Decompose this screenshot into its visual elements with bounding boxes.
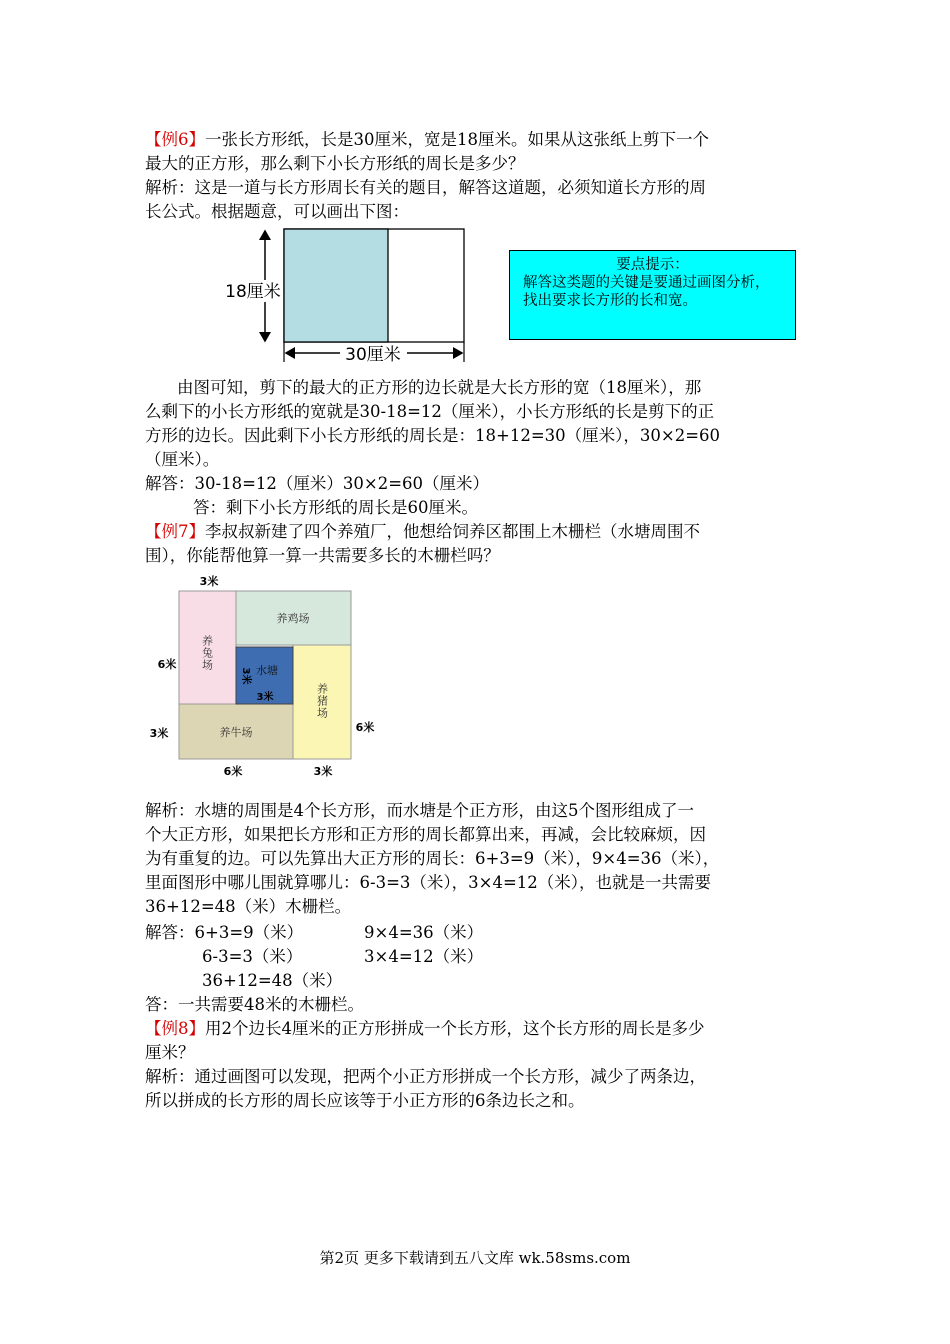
example6-solution: 解答：30-18=12（厘米）30×2=60（厘米） [145,474,490,493]
example6-answer: 答：剩下小长方形纸的周长是60厘米。 [193,498,478,517]
hint-title: 要点提示： [616,257,689,273]
example6-para-line1: 由图可知，剪下的最大的正方形的边长就是大长方形的宽（18厘米），那 [177,378,702,397]
example8-analysis-line2: 所以拼成的长方形的周长应该等于小正方形的6条边长之和。 [145,1091,585,1110]
example7-solution-2a: 6-3=3（米） [202,947,303,966]
pond-bottom-label: 3米 [256,692,274,703]
example7-analysis-line2: 个大正方形，如果把长方形和正方形的周长都算出来，再减，会比较麻烦，因 [145,825,706,844]
pond-label: 水塘 [256,664,278,677]
example7-analysis-line1: 解析：水塘的周围是4个长方形，而水塘是个正方形，由这5个图形组成了一 [145,801,694,820]
width-label: 18厘米 [225,282,281,302]
left-upper-label: 6米 [157,658,177,671]
example7-analysis-line5: 36+12=48（米）木栅栏。 [145,897,352,916]
chicken-farm-label: 养鸡场 [276,612,310,625]
rabbit-farm-label: 养兔场 [200,635,214,671]
page-footer: 第2页 更多下载请到五八文库 wk.58sms.com [319,1249,631,1267]
example6-para-line3: 方形的边长。因此剩下小长方形纸的周长是：18+12=30（厘米），30×2=60 [145,426,721,445]
example8-question-line2: 厘米？ [145,1043,195,1062]
example7-question-line2: 围），你能帮他算一算一共需要多长的木栅栏吗？ [145,546,500,565]
cut-square [284,229,388,342]
farm-diagram [145,570,385,785]
rectangle-diagram [215,220,475,370]
example7-solution-1a: 解答：6+3=9（米） [145,923,304,942]
example8-tag: 【例8】 [145,1019,205,1038]
pond-side-label: 3米 [240,667,251,685]
example7-solution-1b: 9×4=36（米） [364,923,484,942]
pig-farm-label: 养猪场 [315,683,329,719]
key-point-hint-box [509,250,796,340]
right-length-label: 6米 [355,721,375,734]
left-lower-label: 3米 [149,727,169,740]
example6-analysis-line1: 解析：这是一道与长方形周长有关的题目，解答这道题，必须知道长方形的周 [145,178,706,197]
example6-para-line4: （厘米）。 [145,450,220,469]
bottom-right-label: 3米 [313,765,333,778]
example7-solution-3: 36+12=48（米） [202,971,343,990]
cattle-farm-label: 养牛场 [219,726,253,739]
example7-solution-2b: 3×4=12（米） [364,947,484,966]
example7-analysis-line3: 为有重复的边。可以先算出大正方形的周长：6+3=9（米），9×4=36（米）， [145,849,720,868]
example7-analysis-line4: 里面图形中哪儿围就算哪儿：6-3=3（米），3×4=12（米），也就是一共需要 [145,873,712,892]
top-length-label: 3米 [199,575,219,588]
example7-tag: 【例7】 [145,522,205,541]
example7-answer: 答：一共需要48米的木栅栏。 [145,995,364,1014]
length-label: 30厘米 [345,345,401,365]
example6-tag: 【例6】 [145,130,205,149]
example6-question-line1: 【例6】一张长方形纸，长是30厘米，宽是18厘米。如果从这张纸上剪下一个 [145,130,709,149]
example6-analysis-line2: 长公式。根据题意，可以画出下图： [145,202,409,221]
example8-analysis-line1: 解析：通过画图可以发现，把两个小正方形拼成一个长方形，减少了两条边， [145,1067,706,1086]
example7-question-line1: 【例7】李叔叔新建了四个养殖厂，他想给饲养区都围上木栅栏（水塘周围不 [145,522,700,541]
example8-question-line1: 【例8】用2个边长4厘米的正方形拼成一个长方形，这个长方形的周长是多少 [145,1019,705,1038]
bottom-left-label: 6米 [223,765,243,778]
hint-body: 解答这类题的关键是要通过画图分析，找出要求长方形的长和宽。 [523,275,770,309]
example6-question-line2: 最大的正方形，那么剩下小长方形纸的周长是多少？ [145,154,525,173]
example6-para-line2: 么剩下的小长方形纸的宽就是30-18=12（厘米），小长方形纸的长是剪下的正 [145,402,715,421]
